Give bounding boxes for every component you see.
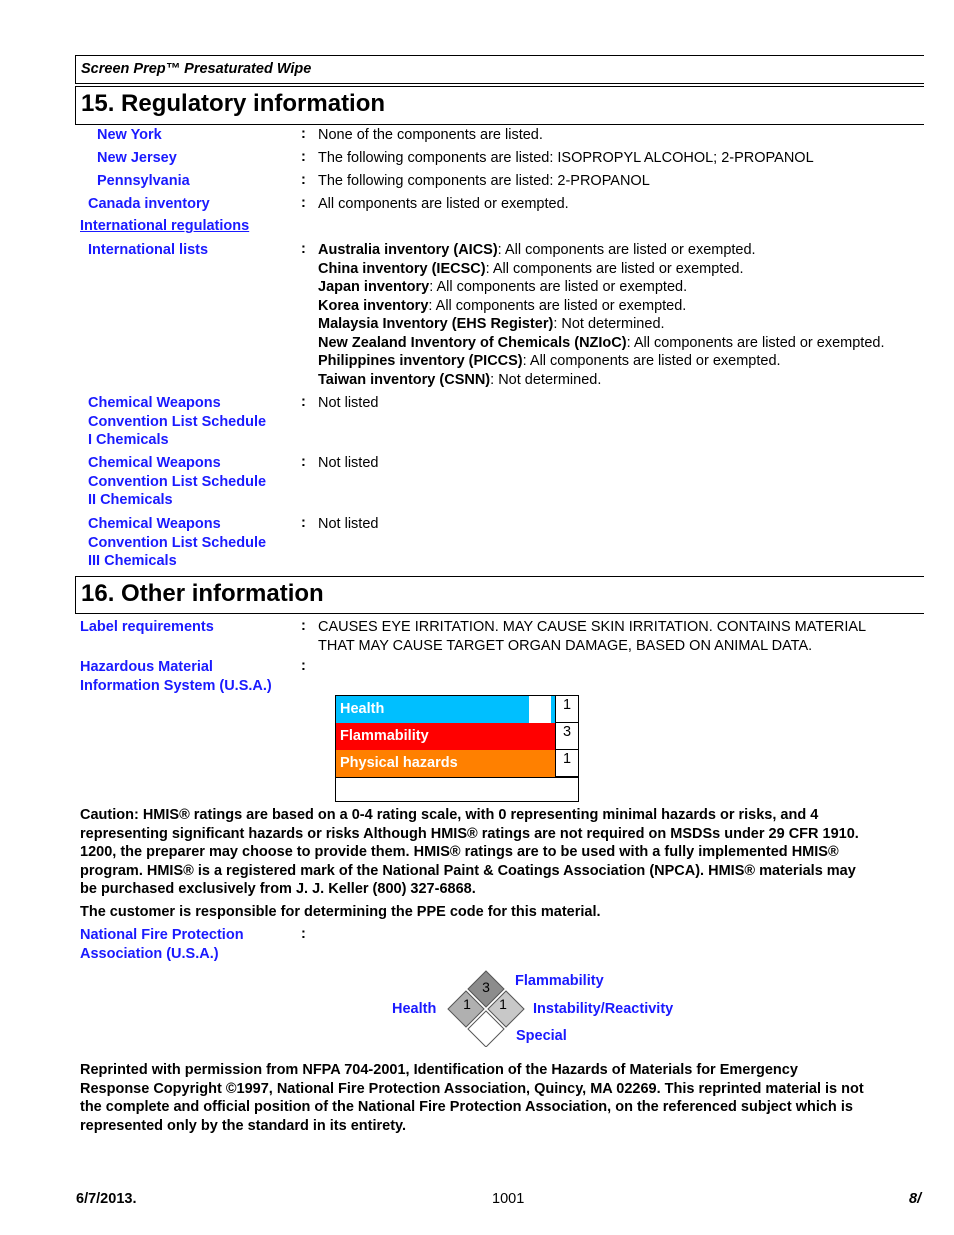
intl-list-name: Taiwan inventory (CSNN): [318, 371, 491, 388]
state-label-new-jersey: New Jersey: [97, 150, 177, 166]
intl-list-name: Philippines inventory (PICCS): [318, 353, 523, 369]
canada-inventory-label: Canada inventory: [88, 196, 210, 212]
ppe-statement: The customer is responsible for determining the PPE code for this material.: [80, 904, 601, 920]
colon: :: [301, 454, 306, 470]
nfpa-flammability-label: Flammability: [515, 973, 604, 989]
hmis-row-health: [336, 696, 578, 723]
cwc-label-line: Convention List Schedule: [88, 534, 267, 551]
intl-list-status: : All components are listed or exempted.: [522, 353, 781, 369]
nfpa-label-line: National Fire Protection: [80, 927, 244, 943]
colon: :: [301, 618, 306, 634]
intl-list-item: [318, 297, 928, 316]
hmis-physical-label: Physical hazards: [336, 750, 555, 777]
colon: :: [301, 658, 306, 674]
intl-list-item: [318, 260, 928, 279]
intl-list-item: [318, 371, 928, 390]
hmis-health-label: Health: [336, 696, 529, 723]
intl-list-item: [318, 241, 928, 260]
international-regulations-heading: International regulations: [80, 218, 250, 234]
label-requirements-value: [318, 618, 866, 655]
intl-list-name: Australia inventory (AICS): [318, 242, 498, 258]
reprint-line: Response Copyright ©1997, National Fire Protection Association, Quincy, MA 02269. This reprinted material is not: [80, 1080, 864, 1097]
nfpa-flammability-value: 3: [482, 979, 490, 995]
intl-list-status: : All components are listed or exempted.: [626, 334, 885, 351]
cwc-label-line: Convention List Schedule: [88, 473, 267, 490]
cwc-schedule-3-label: [88, 515, 266, 571]
nfpa-reprint-paragraph: [80, 1061, 925, 1135]
reprint-line: the complete and official position of the National Fire Protection Association, on the referenced subject which is: [80, 1099, 853, 1115]
product-title: Screen Prep™ Presaturated Wipe: [81, 61, 312, 77]
cwc-schedule-1-value: Not listed: [318, 395, 379, 411]
nfpa-instability-label: Instability/Reactivity: [533, 1001, 674, 1017]
reprint-line: represented only by the standard in its entirety.: [80, 1117, 407, 1134]
colon: :: [301, 126, 306, 142]
colon: :: [301, 241, 306, 257]
state-label-pennsylvania: Pennsylvania: [97, 173, 190, 189]
colon: :: [301, 195, 306, 211]
hmis-physical-value: 1: [555, 750, 578, 777]
section-15-heading: [75, 86, 924, 125]
nfpa-label: [80, 926, 244, 963]
hmis-rating-table: [335, 695, 579, 802]
hmis-flammability-label: Flammability: [336, 723, 555, 750]
nfpa-diamond: [446, 969, 526, 1047]
label-requirements-line: THAT MAY CAUSE TARGET ORGAN DAMAGE, BASED ON ANIMAL DATA.: [318, 637, 813, 654]
intl-list-item: [318, 334, 928, 353]
caution-line: program. HMIS® is a registered mark of the National Paint & Coatings Association (NPCA). HMIS® materials may: [80, 862, 856, 879]
international-lists-label: International lists: [88, 242, 209, 258]
hmis-row-flammability: [336, 723, 578, 750]
intl-list-status: : Not determined.: [553, 316, 665, 332]
nfpa-health-value: 1: [463, 996, 471, 1012]
hmis-health-value: 1: [555, 696, 578, 723]
footer-page-number: 8/: [909, 1191, 922, 1207]
cwc-schedule-2-value: Not listed: [318, 455, 379, 471]
international-lists: [318, 241, 928, 389]
section-16-title: 16. Other information: [81, 580, 324, 607]
colon: :: [301, 172, 306, 188]
hmis-flammability-value: 3: [555, 723, 578, 750]
intl-list-status: : All components are listed or exempted.: [485, 260, 744, 277]
colon: :: [301, 149, 306, 165]
intl-list-item: [318, 315, 928, 334]
nfpa-label-line: Association (U.S.A.): [80, 945, 219, 962]
canada-inventory-value: All components are listed or exempted.: [318, 196, 569, 212]
caution-line: representing significant hazards or risks Although HMIS® ratings are not required on MSDSs under 29 CFR 1910.: [80, 825, 859, 842]
hmis-label: [80, 658, 272, 695]
cwc-label-line: Convention List Schedule: [88, 413, 267, 430]
nfpa-special-label: Special: [516, 1028, 567, 1044]
intl-list-status: : Not determined.: [490, 371, 602, 388]
cwc-label-line: II Chemicals: [88, 492, 173, 508]
state-label-new-york: New York: [97, 127, 162, 143]
nfpa-instability-value: 1: [499, 996, 507, 1012]
footer-date: 6/7/2013.: [76, 1191, 137, 1207]
colon: :: [301, 394, 306, 410]
cwc-label-line: Chemical Weapons: [88, 455, 221, 471]
cwc-label-line: I Chemicals: [88, 432, 169, 448]
new-jersey-value: The following components are listed: ISOPROPYL ALCOHOL; 2-PROPANOL: [318, 150, 814, 166]
hmis-label-line: Hazardous Material: [80, 659, 213, 675]
intl-list-name: Japan inventory: [318, 279, 430, 295]
intl-list-name: Malaysia Inventory (EHS Register): [318, 316, 554, 332]
intl-list-status: : All components are listed or exempted.: [497, 242, 756, 258]
intl-list-status: : All components are listed or exempted.: [428, 297, 687, 314]
intl-list-status: : All components are listed or exempted.: [429, 279, 688, 295]
pennsylvania-value: The following components are listed: 2-PROPANOL: [318, 173, 650, 189]
reprint-line: Reprinted with permission from NFPA 704-2001, Identification of the Hazards of Materials for Emergency: [80, 1062, 798, 1078]
nfpa-health-label: Health: [392, 1001, 437, 1017]
intl-list-name: Korea inventory: [318, 297, 429, 314]
intl-list-item: [318, 278, 928, 297]
caution-line: 1200, the preparer may choose to provide them. HMIS® ratings are to be used with a fully implemented HMIS®: [80, 844, 839, 860]
cwc-label-line: Chemical Weapons: [88, 395, 221, 411]
new-york-value: None of the components are listed.: [318, 127, 543, 143]
cwc-schedule-3-value: Not listed: [318, 516, 379, 532]
hmis-label-line: Information System (U.S.A.): [80, 677, 272, 694]
cwc-label-line: III Chemicals: [88, 553, 177, 569]
cwc-schedule-1-label: [88, 394, 266, 450]
label-requirements-label: Label requirements: [80, 619, 214, 635]
intl-list-name: China inventory (IECSC): [318, 260, 486, 277]
caution-line: Caution: HMIS® ratings are based on a 0-4 rating scale, with 0 representing minimal hazards or risks, and 4: [80, 807, 819, 823]
footer-code: 1001: [492, 1191, 525, 1207]
caution-line: be purchased exclusively from J. J. Keller (800) 327-6868.: [80, 881, 476, 897]
document-header: [75, 55, 924, 84]
hmis-ppe-divider: [336, 777, 578, 778]
hmis-row-physical: [336, 750, 578, 777]
colon: :: [301, 515, 306, 531]
label-requirements-line: CAUSES EYE IRRITATION. MAY CAUSE SKIN IRRITATION. CONTAINS MATERIAL: [318, 619, 867, 635]
section-16-heading: [75, 576, 924, 614]
intl-list-item: [318, 352, 928, 371]
colon: :: [301, 926, 306, 942]
cwc-schedule-2-label: [88, 454, 266, 510]
cwc-label-line: Chemical Weapons: [88, 516, 221, 532]
section-15-title: 15. Regulatory information: [81, 90, 386, 117]
hmis-caution-paragraph: [80, 806, 925, 899]
intl-list-name: New Zealand Inventory of Chemicals (NZIoC): [318, 334, 627, 351]
